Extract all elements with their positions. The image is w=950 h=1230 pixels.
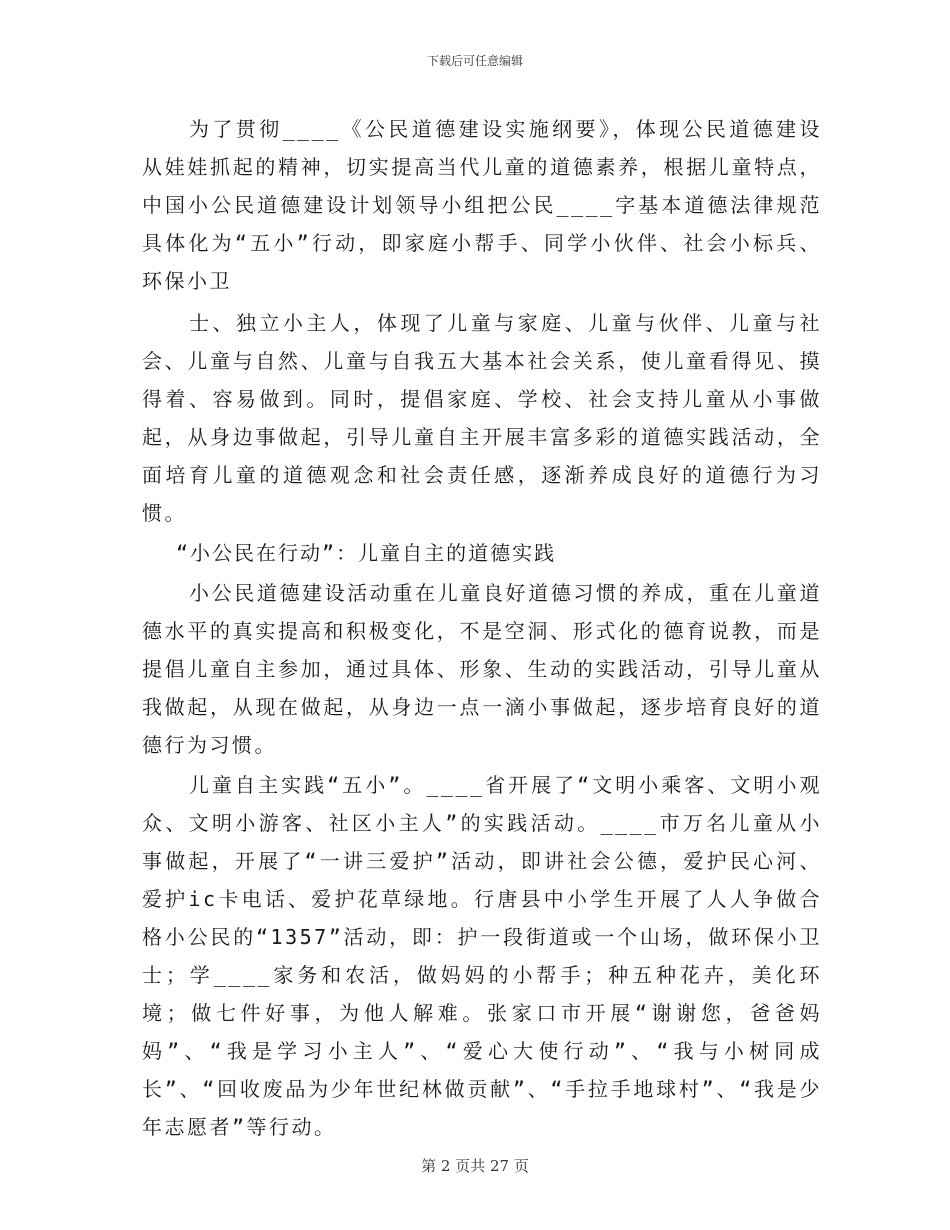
section-heading: “小公民在行动”：儿童自主的道德实践: [176, 541, 557, 565]
paragraph-1: 为了贯彻____《公民道德建设实施纲要》，体现公民道德建设从娃娃抓起的精神，切实提高当代儿童的道德素养，根据儿童特点，中国小公民道德建设计划领导小组把公民____字基本道德法律规范具体化为“五小”行动，即家庭小帮手、同学小伙伴、社会小标兵、环保小卫: [142, 117, 822, 293]
document-body: [142, 110, 822, 1148]
paragraph-2: 士、独立小主人，体现了儿童与家庭、儿童与伙伴、儿童与社会、儿童与自然、儿童与自我五大基本社会关系，使儿童看得见、摸得着、容易做到。同时，提倡家庭、学校、社会支持儿童从小事做起，从身边事做起，引导儿童自主开展丰富多彩的道德实践活动，全面培育儿童的道德观念和社会责任感，逐渐养成良好的道德行为习惯。: [142, 311, 822, 525]
page-header: 下载后可任意编辑: [426, 54, 523, 68]
paragraph-4: 儿童自主实践“五小”。____省开展了“文明小乘客、文明小观众、文明小游客、社区小主人”的实践活动。____市万名儿童从小事做起，开展了“一讲三爱护”活动，即讲社会公德，爱护民心河、爱护ic卡电话、爱护花草绿地。行唐县中小学生开展了人人争做合格小公民的“1357”活动，即：护一段街道或一个山场，做环保小卫士；学____家务和农活，做妈妈的小帮手；种五种花卉，美化环境；做七件好事，为他人解难。张家口市开展“谢谢您，爸爸妈妈”、“我是学习小主人”、“爱心大使行动”、“我与小树同成长”、“回收废品为少年世纪林做贡献”、“手拉手地球村”、“我是少年志愿者”等行动。: [142, 773, 822, 1139]
paragraph-3: 小公民道德建设活动重在儿童良好道德习惯的养成，重在儿童道德水平的真实提高和积极变化，不是空洞、形式化的德育说教，而是提倡儿童自主参加，通过具体、形象、生动的实践活动，引导儿童从我做起，从现在做起，从身边一点一滴小事做起，逐步培育良好的道德行为习惯。: [142, 581, 822, 757]
page-footer: 第 2 页共 27 页: [421, 1157, 529, 1175]
